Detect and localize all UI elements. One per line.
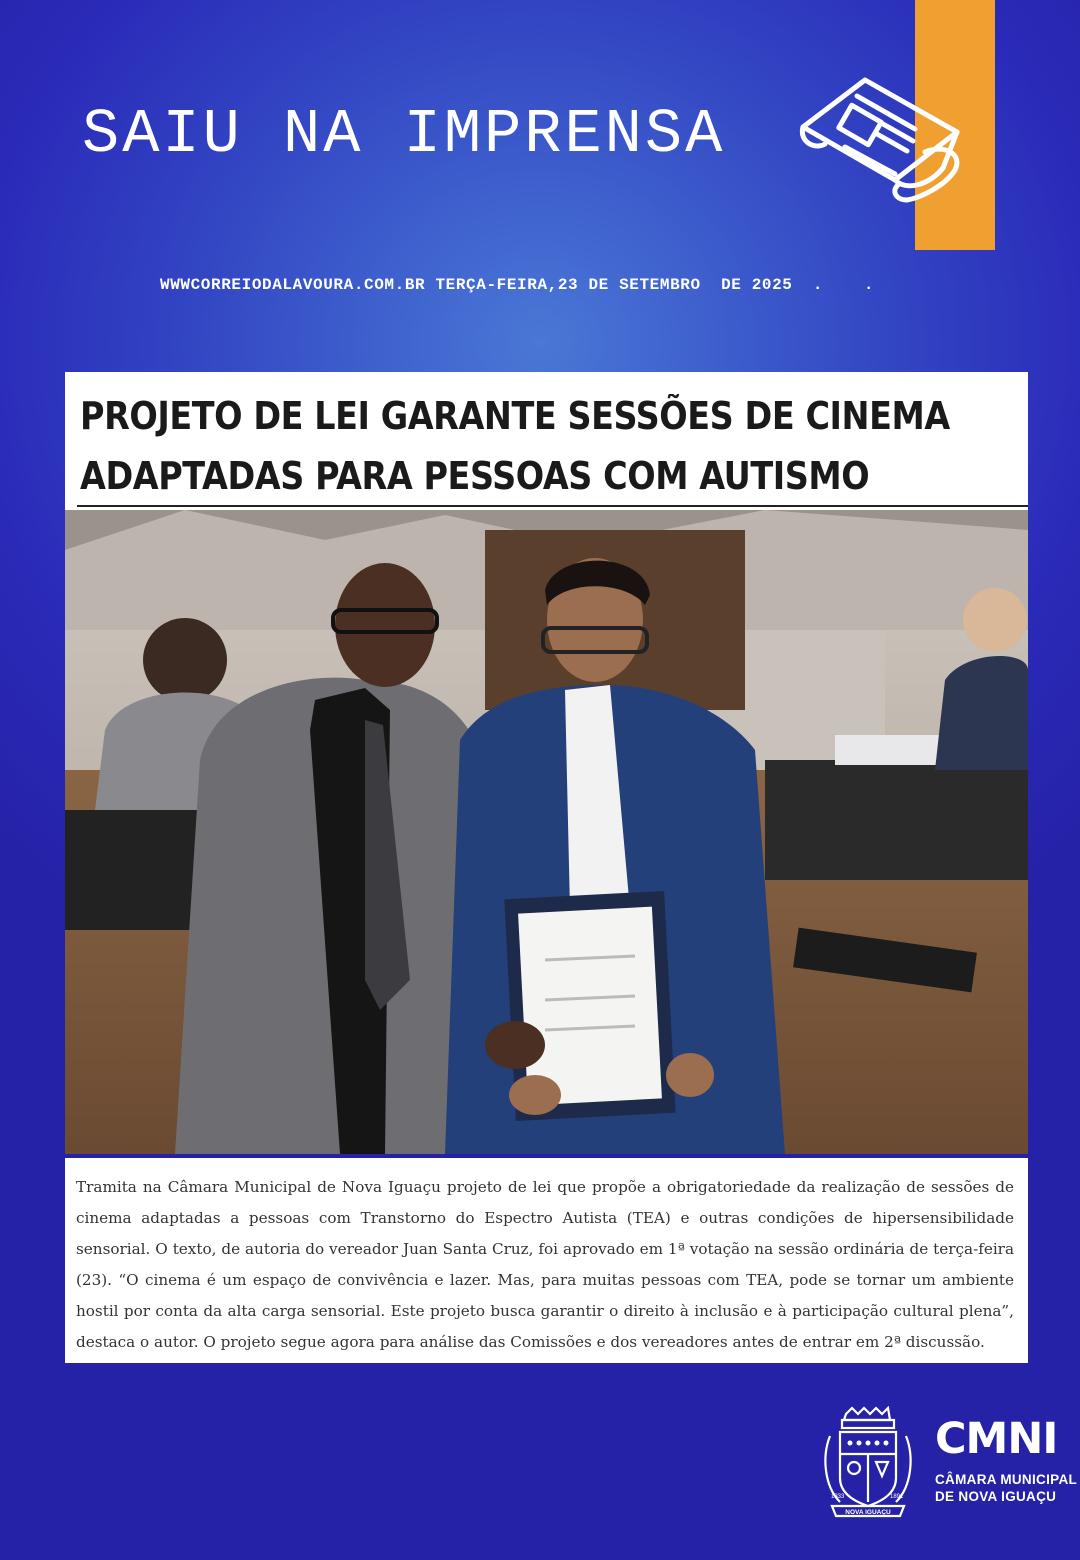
dateline: WWWCORREIODALAVOURA.COM.BR TERÇA-FEIRA,23 DE SETEMBRO DE 2025 . . (160, 276, 875, 294)
cmni-caption (935, 1471, 1077, 1505)
photo-illustration (65, 510, 1028, 1154)
cmni-letters: CMNI (935, 1414, 1058, 1464)
headline-divider (77, 505, 1028, 507)
crest-year-left: 1833 (831, 1494, 845, 1500)
cmni-caption-line-2: DE NOVA IGUAÇU (935, 1489, 1057, 1504)
cmni-caption-line-1: CÂMARA MUNICIPAL (935, 1472, 1078, 1487)
article-body: Tramita na Câmara Municipal de Nova Iguaçu projeto de lei que propõe a obrigatoriedade da realização de sessões de cinema adaptadas a pessoas com Transtorno do Espectro Autista (TEA) e outras condições de hipersensibilidade sensorial. O texto, de autoria do vereador Juan Santa Cruz, foi aprovado em 1ª votação na sessão ordinária de terça-feira (23). “O cinema é um espaço de convivência e lazer. Mas, para muitas pessoas com TEA, pode se tornar um ambiente hostil por conta da alta carga sensorial. Este projeto busca garantir o direito à inclusão e à participação cultural plena”, destaca o autor. O projeto segue agora para análise das Comissões e dos vereadores antes de entrar em 2ª discussão. (76, 1178, 1014, 1351)
crest-year-right: 1891 (890, 1494, 904, 1500)
headline-line-1: PROJETO DE LEI GARANTE SESSÕES DE CINEMA (80, 394, 950, 438)
city-crest-icon (818, 1406, 918, 1518)
page-title: SAIU NA IMPRENSA (82, 99, 726, 170)
headline-line-2: ADAPTADAS PARA PESSOAS COM AUTISMO (80, 454, 870, 498)
crest-motto: NOVA IGUAÇU (845, 1509, 891, 1516)
article-photo (65, 510, 1028, 1154)
headline-panel (65, 372, 1028, 510)
newspaper-icon (795, 72, 970, 207)
article-headline (80, 386, 950, 506)
cmni-logo (935, 1414, 1078, 1505)
article-body-panel (65, 1158, 1028, 1363)
